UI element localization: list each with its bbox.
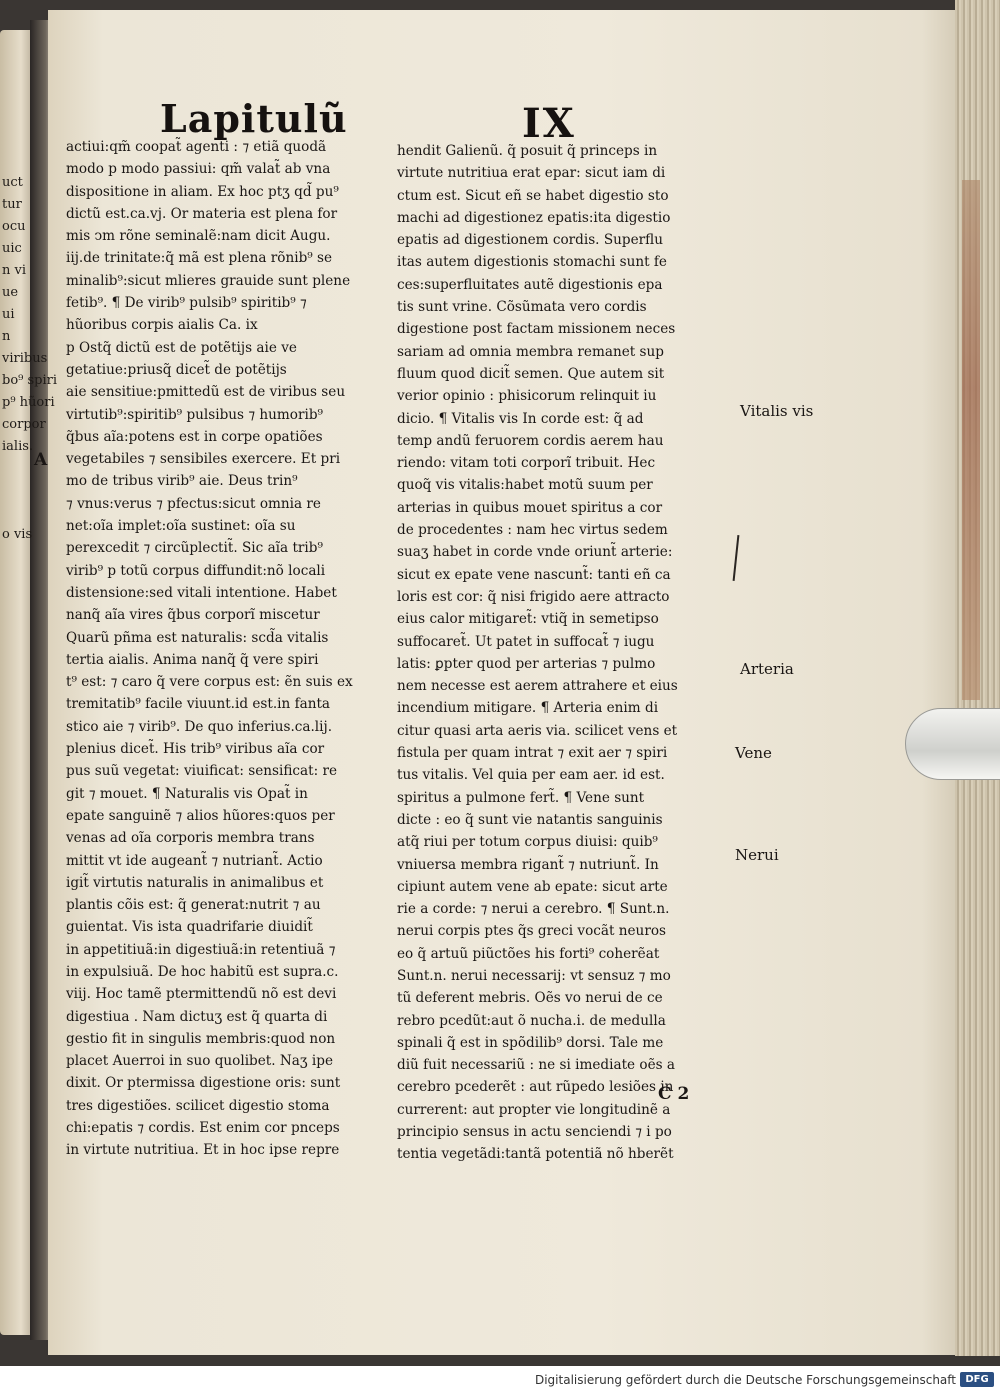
text-line: fistula per quam intrat ⁊ exit aer ⁊ spiri — [397, 745, 668, 762]
text-line: q̃bus aĩa:potens est in corpe opatiões — [66, 428, 323, 445]
text-line: cerebro pcederẽt : aut rũpedo lesiões in — [397, 1079, 674, 1096]
text-line: t⁹ est: ⁊ caro q̃ vere corpus est: ẽn suis ex — [66, 674, 353, 691]
margin-note-arteria: Arteria — [740, 660, 794, 678]
text-line: tũ deferent mebris. Oẽs vo nerui de ce — [397, 990, 663, 1007]
text-line: venas ad oĩa corporis membra trans — [66, 830, 315, 847]
fragment-line — [2, 502, 57, 524]
fragment-line: bo⁹ spiri — [2, 373, 58, 388]
text-line: citur quasi arta aeris via. scilicet vens et — [397, 722, 678, 739]
fragment-line: uic — [2, 241, 22, 256]
text-line: itas autem digestionis stomachi sunt fe — [397, 254, 667, 271]
text-line: eius calor mitigaret̃: vtiq̃ in semetipso — [397, 611, 659, 628]
text-line: tis sunt vrine. Cõsũmata vero cordis — [397, 299, 647, 316]
text-line: loris est cor: q̃ nisi frigido aere attracto — [397, 588, 670, 605]
text-line: de procedentes : nam hec virtus sedem — [397, 522, 668, 539]
fragment-line: ocu — [2, 219, 26, 234]
text-line: sariam ad omnia membra remanet sup — [397, 343, 664, 360]
text-line: latis: ꝑpter quod per arterias ⁊ pulmo — [397, 655, 656, 672]
page-clip — [905, 708, 1000, 780]
text-line: hũoribus corpis aialis Ca. ix — [66, 317, 258, 334]
text-line: aie sensitiue:pmittedũ est de viribus seu — [66, 384, 346, 401]
fragment-line: viribus — [2, 351, 48, 366]
text-line: diũ fuit necessariũ : ne si imediate oẽs a — [397, 1057, 676, 1074]
text-line: virtutib⁹:spiritib⁹ pulsibus ⁊ humorib⁹ — [66, 406, 323, 423]
text-line: spinali q̃ est in spõdilib⁹ dorsi. Tale me — [397, 1034, 664, 1051]
text-line: tremitatib⁹ facile viuunt.id est.in fanta — [66, 696, 331, 713]
text-line: iij.de trinitate:q̃ mã est plena rõnib⁹ se — [66, 250, 333, 267]
chapter-number: IX — [522, 100, 576, 147]
text-line: vegetabiles ⁊ sensibiles exercere. Et pri — [66, 451, 341, 468]
text-line: dixit. Or ptermissa digestione oris: sunt — [66, 1075, 341, 1092]
text-line: p Ostq̃ dictũ est de potẽtijs aie ve — [66, 339, 297, 356]
text-line: guientat. Vis ista quadrifarie diuidit̃ — [66, 919, 313, 936]
text-line: viij. Hoc tamẽ ptermittendũ nõ est devi — [66, 986, 337, 1003]
fragment-line: tur — [2, 197, 22, 212]
text-line: actiui:qm̃ coopat̃ agenti : ⁊ etiã quodã — [66, 139, 327, 155]
fragment-line: corpor — [2, 417, 46, 432]
text-line: tres digestiões. scilicet digestio stoma — [66, 1097, 330, 1114]
text-line: suffocaret̃. Ut patet in suffocat̃ ⁊ iugu — [397, 633, 655, 650]
text-line: placet Auerroi in suo quolibet. Naʒ ipe — [66, 1053, 333, 1070]
text-line: cipiunt autem vene ab epate: sicut arte — [397, 878, 668, 895]
text-line: stico aie ⁊ virib⁹. De quo inferius.ca.lij. — [66, 718, 333, 735]
text-line: nanq̃ aĩa vires q̃bus corporĩ miscetur — [66, 607, 320, 624]
text-line: fluum quod dicit̃ semen. Que autem sit — [397, 365, 665, 382]
text-line: in expulsiuã. De hoc habitũ est supra.c. — [66, 963, 339, 980]
text-line: net:oĩa implet:oĩa sustinet: oĩa su — [66, 518, 296, 535]
text-line: suaʒ habet in corde vnde oriunt̃ arterie: — [397, 544, 673, 561]
text-line: dicte : eo q̃ sunt vie natantis sanguinis — [397, 811, 663, 828]
margin-capital-letter: A — [34, 450, 48, 470]
text-line: Sunt.n. nerui necessarij: vt sensuz ⁊ mo — [397, 967, 671, 984]
text-line: igit̃ virtutis naturalis in animalibus et — [66, 874, 324, 891]
text-line: currerent: aut propter vie longitudinẽ a — [397, 1101, 671, 1118]
text-line: in appetitiuã:in digestiuã:in retentiuã ⁊ — [66, 941, 336, 958]
text-line: pus suũ vegetat: viuificat: sensificat: re — [66, 763, 338, 780]
text-line: rie a corde: ⁊ nerui a cerebro. ¶ Sunt.n. — [397, 901, 670, 918]
text-line: fetib⁹. ¶ De virib⁹ pulsib⁹ spiritib⁹ ⁊ — [66, 295, 307, 312]
text-line: atq̃ riui per totum corpus diuisi: quib⁹ — [397, 834, 658, 851]
text-line: eo q̃ artuũ piũctões his forti⁹ coherẽat — [397, 945, 660, 962]
text-line: chi:epatis ⁊ cordis. Est enim cor pnceps — [66, 1120, 340, 1137]
text-line: spiritus a pulmone fert̃. ¶ Vene sunt — [397, 789, 645, 806]
text-line: principio sensus in actu senciendi ⁊ i po — [397, 1124, 672, 1141]
fragment-line: ue — [2, 285, 19, 300]
text-line: distensione:sed vitali intentione. Habet — [66, 584, 337, 601]
text-line: getatiue:priusq̃ dicet̃ de potẽtijs — [66, 361, 287, 378]
text-line: incendium mitigare. ¶ Arteria enim di — [397, 700, 659, 717]
margin-note-vene: Vene — [735, 744, 772, 762]
fragment-line: o vis — [2, 527, 33, 542]
text-line: plenius dicet̃. His trib⁹ viribus aĩa cor — [66, 741, 325, 758]
text-column-left — [66, 136, 386, 1162]
text-line: virib⁹ p totũ corpus diffundit:nõ locali — [66, 562, 326, 579]
text-line: tentia vegetãdi:tantã potentiã nõ hberẽt — [397, 1146, 674, 1163]
text-line: perexcedit ⁊ circũplectit̃. Sic aĩa trib⁹ — [66, 540, 323, 557]
text-line: digestione post factam missionem neces — [397, 321, 676, 338]
fragment-line: ui — [2, 307, 15, 322]
text-line: ⁊ vnus:verus ⁊ pfectus:sicut omnia re — [66, 495, 321, 512]
chapter-heading: Lapitulũ — [160, 96, 348, 141]
footer-credit: Digitalisierung gefördert durch die Deutsche Forschungsgemeinschaft — [534, 1373, 956, 1387]
text-line: quoq̃ vis vitalis:habet motũ suum per — [397, 477, 653, 494]
signature-mark: C 2 — [658, 1084, 690, 1104]
dfg-logo-icon: DFG — [960, 1372, 994, 1387]
facing-page-fragment — [2, 172, 57, 546]
text-line: Quarũ pñma est naturalis: scd̃a vitalis — [66, 629, 329, 646]
fragment-line: uct — [2, 175, 23, 190]
text-line: mittit vt ide augeant̃ ⁊ nutriant̃. Actio — [66, 852, 323, 869]
text-line: dicio. ¶ Vitalis vis In corde est: q̃ ad — [397, 410, 644, 427]
text-line: ces:superfluitates autẽ digestionis epa — [397, 276, 663, 293]
text-line: digestiua . Nam dictuʒ est q̃ quarta di — [66, 1008, 328, 1025]
text-line: dispositione in aliam. Ex hoc ptʒ qd̃ pu⁹ — [66, 183, 339, 200]
stain-mark — [962, 180, 980, 700]
text-line: modo p modo passiui: qm̃ valat̃ ab vna — [66, 161, 331, 178]
text-line: nem necesse est aerem attrahere et eius — [397, 678, 678, 695]
text-line: dictũ est.ca.vj. Or materia est plena for — [66, 205, 338, 222]
text-line: mo de tribus virib⁹ aie. Deus trin⁹ — [66, 473, 298, 490]
text-line: epate sanguinẽ ⁊ alios hũores:quos per — [66, 807, 335, 824]
fragment-line: ialis. — [2, 439, 34, 454]
text-line: gestio fit in singulis membris:quod non — [66, 1030, 336, 1047]
text-line: hendit Galienũ. q̃ posuit q̃ princeps in — [397, 143, 658, 159]
text-line: machi ad digestionez epatis:ita digestio — [397, 209, 671, 226]
text-line: sicut ex epate vene nascunt̃: tanti eñ ca — [397, 566, 671, 583]
text-column-right — [397, 140, 737, 1166]
text-line: tus vitalis. Vel quia per eam aer. id est. — [397, 767, 665, 784]
fragment-line — [2, 480, 57, 502]
fragment-line: p⁹ hũori — [2, 395, 55, 410]
margin-note-vitalis: Vitalis vis — [740, 402, 814, 420]
fragment-line: n vi — [2, 263, 27, 278]
text-line: vniuersa membra rigant̃ ⁊ nutriunt̃. In — [397, 856, 659, 873]
text-line: riendo: vitam toti corporĩ tribuit. Hec — [397, 455, 656, 472]
text-line: arterias in quibus mouet spiritus a cor — [397, 499, 663, 516]
text-line: epatis ad digestionem cordis. Superflu — [397, 232, 663, 249]
text-line: plantis cõis est: q̃ generat:nutrit ⁊ au — [66, 897, 321, 914]
margin-note-nerui: Nerui — [735, 846, 779, 864]
text-line: mis ↄm rõne seminalẽ:nam dicit Augu. — [66, 228, 331, 245]
fragment-line — [2, 458, 57, 480]
text-line: nerui corpis ptes q̃s greci vocãt neuros — [397, 923, 666, 940]
text-line: minalib⁹:sicut mlieres grauide sunt plene — [66, 272, 351, 289]
text-line: tertia aialis. Anima nanq̃ q̃ vere spiri — [66, 651, 319, 668]
text-line: rebro pcedũt:aut õ nucha.i. de medulla — [397, 1012, 666, 1029]
text-line: verior opinio : phisicorum relinquit iu — [397, 388, 657, 405]
fragment-line: n — [2, 329, 11, 344]
text-line: temp andũ feruorem cordis aerem hau — [397, 432, 664, 449]
text-line: ctum est. Sicut eñ se habet digestio sto — [397, 187, 669, 204]
text-line: virtute nutritiua erat epar: sicut iam di — [397, 165, 666, 182]
text-line: git ⁊ mouet. ¶ Naturalis vis Opat̃ in — [66, 785, 308, 802]
text-line: in virtute nutritiua. Et in hoc ipse repre — [66, 1142, 340, 1159]
